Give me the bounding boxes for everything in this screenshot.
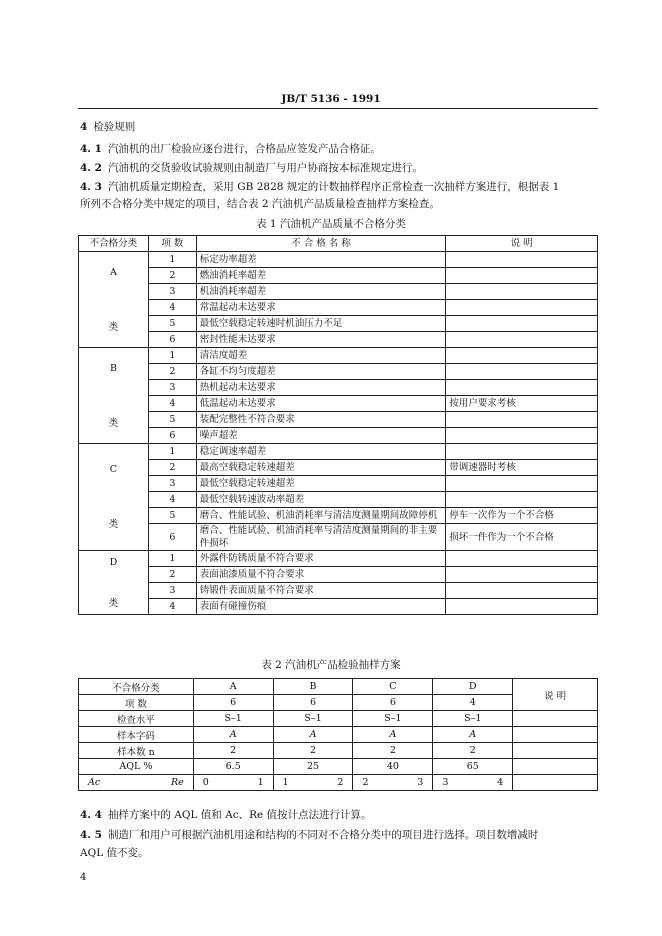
item-note <box>446 268 598 284</box>
value-cell: S–1 <box>353 711 433 727</box>
item-note <box>446 583 598 599</box>
category-suffix: 类 <box>108 417 119 429</box>
item-name: 表面油漆质量不符合要求 <box>196 567 445 583</box>
ac-value: 1 <box>282 777 289 788</box>
item-number: 3 <box>148 476 196 492</box>
category-cell <box>79 252 149 348</box>
value-cell: 6 <box>193 695 273 711</box>
item-name: 磨合、性能试验、机油消耗率与清洁度测量期间的非主要件损坏 <box>196 524 445 551</box>
item-note <box>446 380 598 396</box>
ac-value: 2 <box>362 777 369 788</box>
ac-re-cell <box>273 775 353 791</box>
value-cell: 65 <box>433 759 513 775</box>
item-note <box>446 284 598 300</box>
table-row <box>79 412 598 428</box>
item-number: 5 <box>148 316 196 332</box>
item-name: 各缸不均匀度超差 <box>196 364 445 380</box>
item-name: 清洁度超差 <box>196 348 445 364</box>
item-note <box>446 428 598 444</box>
value-cell: S–1 <box>433 711 513 727</box>
item-number: 5 <box>148 412 196 428</box>
value-cell: 6.5 <box>193 759 273 775</box>
para-4-4 <box>80 807 600 824</box>
re-label: Re <box>171 777 184 788</box>
item-note <box>446 316 598 332</box>
page-number: 4 <box>80 872 87 883</box>
table-row <box>79 508 598 524</box>
re-value: 3 <box>417 777 424 788</box>
item-number: 3 <box>148 583 196 599</box>
t1-header-count: 项 数 <box>148 236 196 252</box>
table-row <box>79 300 598 316</box>
item-name: 稳定调速率超差 <box>196 444 445 460</box>
value-cell: A <box>273 727 353 743</box>
item-note <box>446 332 598 348</box>
category-cell <box>79 348 149 444</box>
value-cell: A <box>193 679 273 695</box>
table-row <box>79 492 598 508</box>
value-cell: C <box>353 679 433 695</box>
note-cell <box>513 727 598 743</box>
value-cell: 40 <box>353 759 433 775</box>
re-value: 2 <box>337 777 344 788</box>
table-row <box>79 364 598 380</box>
section-title: 检验规则 <box>93 121 136 133</box>
item-name: 噪声超差 <box>196 428 445 444</box>
note-cell <box>513 711 598 727</box>
item-note: 停车一次作为一个不合格 <box>446 508 598 524</box>
value-cell: S–1 <box>193 711 273 727</box>
table-row <box>79 727 598 743</box>
value-cell: A <box>433 727 513 743</box>
value-cell: 2 <box>193 743 273 759</box>
para-text: 汽油机质量定期检查，采用 GB 2828 规定的计数抽样程序正常检查一次抽样方案进行，根据表 1 <box>107 181 560 193</box>
table-row <box>79 476 598 492</box>
item-number: 5 <box>148 508 196 524</box>
para-text: 抽样方案中的 AQL 值和 Ac、Re 值按计点法进行计算。 <box>107 809 372 821</box>
item-note <box>446 476 598 492</box>
value-cell: B <box>273 679 353 695</box>
para-text: 汽油机的交货验收试验规则由制造厂与用户协商按本标准规定进行。 <box>107 162 423 174</box>
table-row <box>79 396 598 412</box>
ac-value: 0 <box>202 777 209 788</box>
value-cell: 2 <box>273 743 353 759</box>
item-number: 4 <box>148 300 196 316</box>
value-cell: 6 <box>273 695 353 711</box>
table2 <box>78 678 598 791</box>
para-number: 4. 1 <box>80 143 102 155</box>
para-number: 4. 4 <box>80 809 102 821</box>
table-row <box>79 567 598 583</box>
para-text: 汽油机的出厂检验应逐台进行，合格品应签发产品合格证。 <box>107 143 381 155</box>
item-name: 最低空载稳定转速超差 <box>196 476 445 492</box>
table-row <box>79 775 598 791</box>
category-letter: C <box>109 464 118 475</box>
table-row <box>79 524 598 551</box>
value-cell: A <box>193 727 273 743</box>
note-cell <box>513 775 598 791</box>
item-note: 带调速器时考核 <box>446 460 598 476</box>
item-note <box>446 567 598 583</box>
category-letter: B <box>109 362 117 374</box>
category-suffix: 类 <box>108 519 119 530</box>
item-number: 1 <box>148 551 196 567</box>
table1-caption: 表 1 汽油机产品质量不合格分类 <box>256 218 406 230</box>
item-number: 2 <box>148 567 196 583</box>
value-cell: 2 <box>353 743 433 759</box>
item-number: 3 <box>148 380 196 396</box>
item-number: 3 <box>148 284 196 300</box>
row-label: AQL % <box>79 759 194 775</box>
para-4-2 <box>80 160 600 177</box>
ac-value: 3 <box>442 777 449 788</box>
item-name: 磨合、性能试验、机油消耗率与清洁度测量期间故障停机 <box>196 508 445 524</box>
table-row <box>79 348 598 364</box>
item-note <box>446 364 598 380</box>
category-letter: A <box>110 266 117 278</box>
item-name: 表面有碰撞伤痕 <box>196 599 445 615</box>
para-4-3 <box>80 179 600 196</box>
item-number: 4 <box>148 599 196 615</box>
ac-label: Ac <box>88 777 101 788</box>
item-number: 1 <box>148 348 196 364</box>
item-note <box>446 551 598 567</box>
table-row <box>79 551 598 567</box>
row-label: 项 数 <box>79 695 194 711</box>
section-number: 4 <box>80 121 88 133</box>
para-text: 制造厂和用户可根据汽油机用途和结构的不同对不合格分类中的项目进行选择。项目数增减时 <box>107 829 539 841</box>
para-4-3-cont: 所列不合格分类中规定的项目，结合表 2 汽油机产品质量检查抽样方案检查。 <box>80 198 440 210</box>
table-row <box>79 679 598 695</box>
table-row <box>79 252 598 268</box>
item-number: 6 <box>148 332 196 348</box>
table-row <box>79 316 598 332</box>
item-note <box>446 412 598 428</box>
table-row <box>79 460 598 476</box>
item-name: 最高空载稳定转速超差 <box>196 460 445 476</box>
row-label: 样本字码 <box>79 727 194 743</box>
item-name: 最低空载稳定转速时机油压力不足 <box>196 316 445 332</box>
re-value: 4 <box>497 777 504 788</box>
item-number: 6 <box>148 428 196 444</box>
para-4-5 <box>80 827 600 844</box>
header-rule <box>78 108 598 109</box>
value-cell: 6 <box>353 695 433 711</box>
table-row <box>79 380 598 396</box>
item-note <box>446 492 598 508</box>
item-name: 常温起动未达要求 <box>196 300 445 316</box>
re-value: 1 <box>257 777 264 788</box>
table-row <box>79 428 598 444</box>
item-name: 最低空载转速波动率超差 <box>196 492 445 508</box>
value-cell: 25 <box>273 759 353 775</box>
table-row <box>79 599 598 615</box>
item-note <box>446 300 598 316</box>
note-header: 说 明 <box>513 679 598 711</box>
row-label: 不合格分类 <box>79 679 194 695</box>
note-cell <box>513 759 598 775</box>
row-label: 样本数 n <box>79 743 194 759</box>
table-row <box>79 711 598 727</box>
ac-re-cell <box>193 775 273 791</box>
item-number: 2 <box>148 460 196 476</box>
item-number: 2 <box>148 268 196 284</box>
ac-re-cell <box>353 775 433 791</box>
category-cell <box>79 551 149 615</box>
value-cell: S–1 <box>273 711 353 727</box>
para-4-1 <box>80 141 600 158</box>
category-suffix: 类 <box>108 597 119 609</box>
para-number: 4. 3 <box>80 181 102 193</box>
item-name: 密封性能未达要求 <box>196 332 445 348</box>
value-cell: 4 <box>433 695 513 711</box>
item-name: 低温起动未达要求 <box>196 396 445 412</box>
item-name: 装配完整性不符合要求 <box>196 412 445 428</box>
value-cell: A <box>353 727 433 743</box>
table-row <box>79 444 598 460</box>
page-header: JB/T 5136 - 1991 <box>281 93 381 105</box>
row-label: 检查水平 <box>79 711 194 727</box>
para-number: 4. 5 <box>80 829 102 841</box>
item-name: 外露件防锈质量不符合要求 <box>196 551 445 567</box>
category-cell <box>79 444 149 551</box>
t1-header-name: 不 合 格 名 称 <box>196 236 445 252</box>
item-number: 2 <box>148 364 196 380</box>
value-cell: 2 <box>433 743 513 759</box>
item-note <box>446 444 598 460</box>
item-name: 热机起动未达要求 <box>196 380 445 396</box>
item-number: 6 <box>148 524 196 551</box>
item-name: 燃油消耗率超差 <box>196 268 445 284</box>
item-note <box>446 599 598 615</box>
note-cell <box>513 743 598 759</box>
t1-header-category: 不合格分类 <box>79 236 149 252</box>
item-name: 铸锻件表面质量不符合要求 <box>196 583 445 599</box>
item-number: 4 <box>148 396 196 412</box>
table-row <box>79 583 598 599</box>
table2-caption: 表 2 汽油机产品检验抽样方案 <box>261 659 401 671</box>
item-name: 标定功率超差 <box>196 252 445 268</box>
item-number: 1 <box>148 252 196 268</box>
table1 <box>78 235 598 615</box>
table-row <box>79 268 598 284</box>
table-row <box>79 743 598 759</box>
item-note: 按用户要求考核 <box>446 396 598 412</box>
item-note <box>446 348 598 364</box>
ac-re-cell <box>433 775 513 791</box>
para-number: 4. 2 <box>80 162 102 174</box>
item-number: 4 <box>148 492 196 508</box>
para-4-5-cont: AQL 值不变。 <box>80 847 149 859</box>
table-row <box>79 332 598 348</box>
table-row <box>79 759 598 775</box>
value-cell: D <box>433 679 513 695</box>
category-letter: D <box>109 556 118 568</box>
item-number: 1 <box>148 444 196 460</box>
item-name: 机油消耗率超差 <box>196 284 445 300</box>
table-row <box>79 284 598 300</box>
category-suffix: 类 <box>108 321 119 333</box>
row-label <box>79 775 194 791</box>
item-note <box>446 252 598 268</box>
item-note: 损坏一件作为一个不合格 <box>446 524 598 551</box>
t1-header-note: 说 明 <box>446 236 598 252</box>
section-heading <box>80 119 600 136</box>
